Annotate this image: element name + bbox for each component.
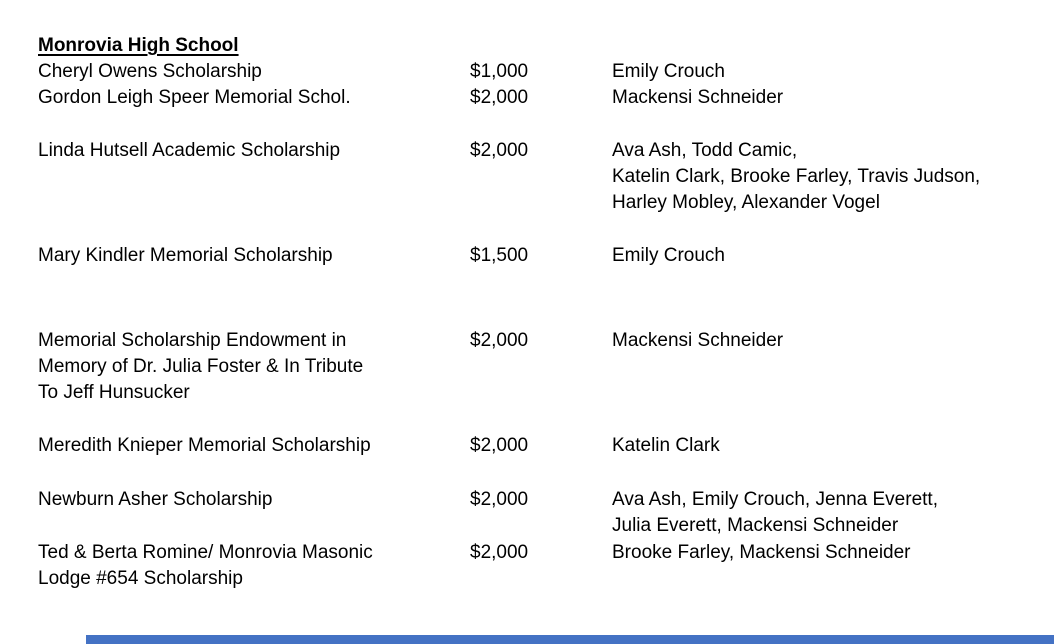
scholarship-amount: $2,000 (470, 542, 529, 563)
scholarship-recipients: Julia Everett, Mackensi Schneider (612, 515, 899, 536)
scholarship-row (0, 59, 1054, 85)
scholarship-row-continuation (0, 513, 1054, 539)
scholarship-recipients: Ava Ash, Todd Camic, (612, 140, 798, 161)
scholarship-recipients: Emily Crouch (612, 61, 725, 82)
scholarship-amount: $1,000 (470, 61, 529, 82)
scholarship-amount: $2,000 (470, 435, 529, 456)
scholarship-name: Memory of Dr. Julia Foster & In Tribute (38, 356, 364, 377)
scholarship-name: Mary Kindler Memorial Scholarship (38, 245, 333, 266)
school-heading: Monrovia High School (38, 35, 239, 56)
scholarship-row (0, 243, 1054, 269)
scholarship-name: Memorial Scholarship Endowment in (38, 330, 347, 351)
scholarship-recipients: Mackensi Schneider (612, 87, 784, 108)
scholarship-row (0, 328, 1054, 354)
scholarship-recipients: Mackensi Schneider (612, 330, 784, 351)
scholarship-row (0, 540, 1054, 566)
scholarship-row (0, 433, 1054, 459)
scholarship-name: To Jeff Hunsucker (38, 382, 190, 403)
scholarship-amount: $2,000 (470, 87, 529, 108)
scholarship-row (0, 85, 1054, 111)
bottom-accent-bar (86, 635, 1054, 644)
scholarship-amount: $2,000 (470, 140, 529, 161)
scholarship-amount: $1,500 (470, 245, 529, 266)
scholarship-name: Meredith Knieper Memorial Scholarship (38, 435, 371, 456)
scholarship-row-continuation (0, 354, 1054, 380)
scholarship-recipients: Katelin Clark (612, 435, 720, 456)
scholarship-amount: $2,000 (470, 330, 529, 351)
scholarship-recipients: Katelin Clark, Brooke Farley, Travis Judson, (612, 166, 981, 187)
heading-row (0, 33, 1054, 59)
scholarship-row (0, 487, 1054, 513)
scholarship-recipients: Brooke Farley, Mackensi Schneider (612, 542, 911, 563)
scholarship-row (0, 138, 1054, 164)
scholarship-name: Lodge #654 Scholarship (38, 568, 243, 589)
scholarship-row-continuation (0, 190, 1054, 216)
scholarship-name: Linda Hutsell Academic Scholarship (38, 140, 341, 161)
scholarship-recipients: Ava Ash, Emily Crouch, Jenna Everett, (612, 489, 938, 510)
scholarship-row-continuation (0, 380, 1054, 406)
scholarship-recipients: Emily Crouch (612, 245, 725, 266)
scholarship-row-continuation (0, 164, 1054, 190)
scholarship-amount: $2,000 (470, 489, 529, 510)
scholarship-name: Cheryl Owens Scholarship (38, 61, 262, 82)
scholarship-name: Ted & Berta Romine/ Monrovia Masonic (38, 542, 373, 563)
scholarship-name: Gordon Leigh Speer Memorial Schol. (38, 87, 351, 108)
scholarship-recipients: Harley Mobley, Alexander Vogel (612, 192, 880, 213)
scholarship-row-continuation (0, 566, 1054, 592)
scholarship-name: Newburn Asher Scholarship (38, 489, 273, 510)
